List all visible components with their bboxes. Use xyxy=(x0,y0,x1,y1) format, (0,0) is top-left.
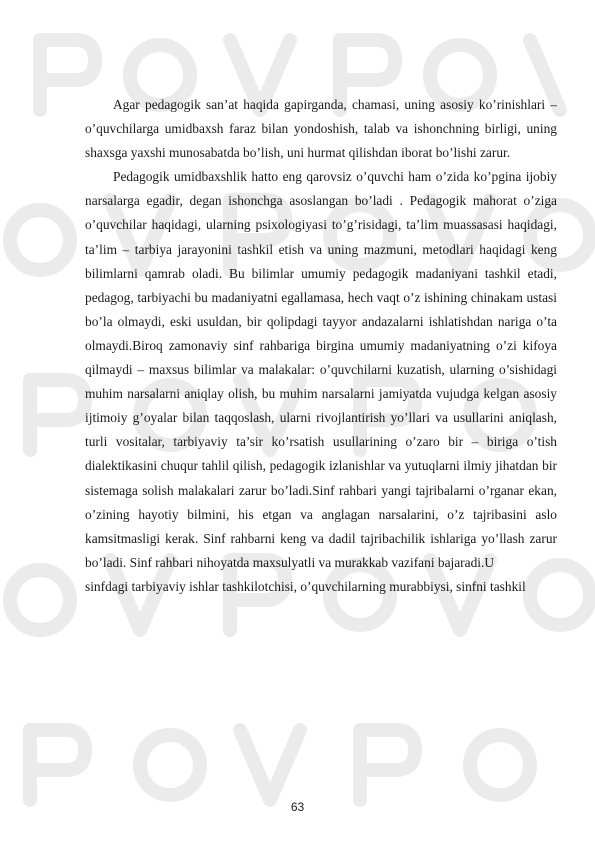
paragraph-pedagogical-optimism: Pedagogik umidbaxshlik hatto eng qarovsiz o’quvchi ham o’zida ko’pgina ijobiy narsalarga egadir, degan ishonchga asoslangan bo’ladi . Pedagogik mahorat o’ziga o’quvchilar haqidagi, ularning psixologiyasi to’g’risidagi, ta’lim muassasasi haqidagi, ta’lim – tarbiya jarayonini tashkil etish va uning mazmuni, metodlari haqidagi keng bilimlarni qamrab oladi. Bu bilimlar umumiy pedagogik madaniyani tashkil etadi, pedagog, tarbiyachi bu madaniyatni egallamasa, hech vaqt o’z ishining chinakam ustasi bo’la olmaydi, eski usuldan, bir qolipdagi tayyor andazalarni ishlatishdan nariga o’ta olmaydi.Biroq zamonaviy sinf rahbariga birgina umumiy madaniyatning o’zi kifoya qilmaydi – maxsus bilimlar va malakalar: o’quvchilarni kuzatish, ularning o’sishidagi muhim narsalarni aniqlay olish, bu muhim narsalarni jamiyatda vujudga kelgan asosiy ijtimoiy g’oyalar bilan taqqoslash, ularni rivojlantirish yo’llari va usullarini aniqlash, turli vositalar, tarbiyaviy ta’sir ko’rsatish usullarining o’zaro bir – biriga o’tish dialektikasini chuqur tahlil qilish, pedagogik izlanishlar va yutuqlarni ilmiy jihatdan bir sistemaga solish malakalari zarur bo’ladi.Sinf rahbari yangi tajribalarni o’rganar ekan, o’zining hayotiy bilmini, his etgan va anglagan narsalarini, o’z tajribasini aslo kamsitmasligi kerak. Sinf rahbarni keng va dadil tajribachilik ishlariga yo’llash zarur bo’ladi. Sinf rahbari nihoyatda maxsulyatli va murakkab vazifani bajaradi.U xyxy=(85,169,557,570)
page-number: 63 xyxy=(290,800,305,814)
paragraph-pedagogical-art: Agar pedagogik san’at haqida gapirganda, chamasi, uning asosiy ko’rinishlari – o’quvchilarga umidbaxsh faraz bilan yondoshish, talab va ishonchning birligi, uning shaxsga yaxshi munosabatda bo’lish, uni hurmat qilishdan iborat bo’lishi zarur. xyxy=(85,97,557,161)
paragraph-continuation: sinfdagi tarbiyaviy ishlar tashkilotchisi, o’quvchilarning murabbiysi, sinfni tashkil xyxy=(85,578,526,594)
page-body xyxy=(85,93,557,599)
